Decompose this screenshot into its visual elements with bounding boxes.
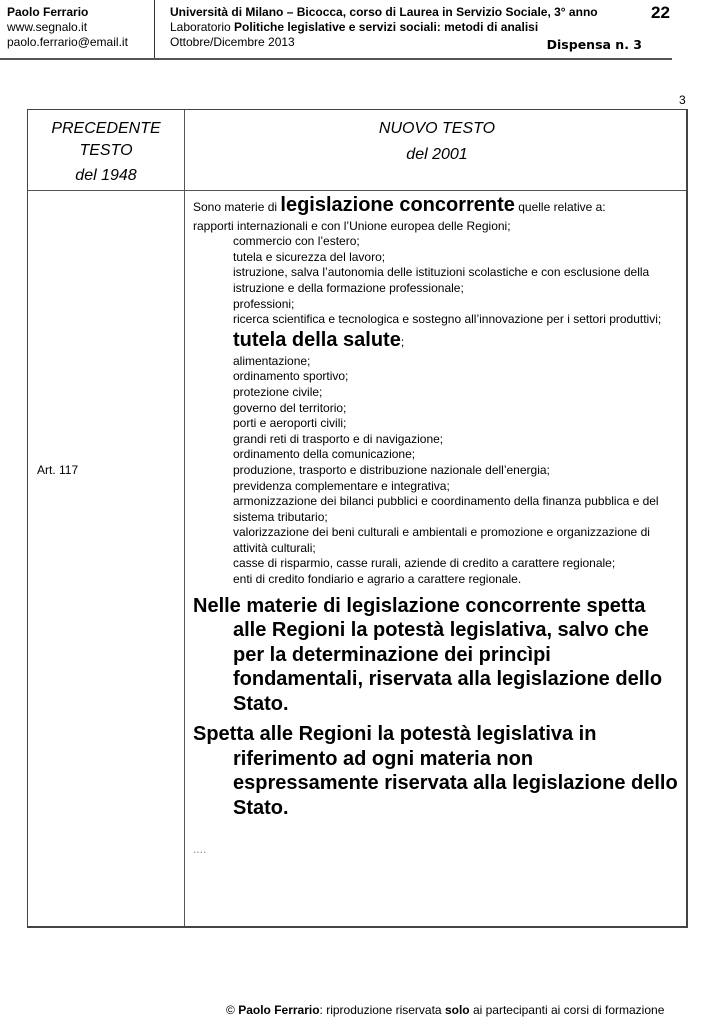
column-divider: [184, 110, 185, 926]
copyright-symbol: ©: [226, 1003, 239, 1017]
list-item-salute: [193, 328, 683, 354]
author-email[interactable]: paolo.ferrario@email.it: [7, 35, 128, 49]
intro-line: [193, 194, 683, 216]
slide-number: 3: [679, 93, 686, 107]
footer-author: Paolo Ferrario: [238, 1003, 320, 1017]
lab-line: [170, 20, 650, 35]
list-item: previdenza complementare e integrativa;: [233, 478, 450, 493]
course-line: Università di Milano – Bicocca, corso di Laurea in Servizio Sociale, 3° anno: [170, 5, 598, 19]
salute-suffix: ;: [400, 334, 405, 349]
comparison-table: [27, 109, 688, 928]
period: Ottobre/Dicembre 2013: [170, 35, 295, 49]
salute-text: tutela della salute: [233, 328, 401, 351]
header-previous-line2: TESTO: [79, 142, 133, 159]
list-item: porti e aeroporti civili;: [233, 416, 347, 431]
list-item: ordinamento sportivo;: [233, 369, 349, 384]
list-item: casse di risparmio, casse rurali, aziende di credito a carattere regionale;: [233, 556, 616, 571]
list-item: rapporti internazionali e con l’Unione europea delle Regioni;: [193, 218, 511, 233]
footer-copyright: [226, 1003, 664, 1017]
author-name: Paolo Ferrario: [7, 5, 89, 19]
list-item: ordinamento della comunicazione;: [233, 447, 416, 462]
list-item: enti di credito fondiario e agrario a carattere regionale.: [233, 572, 522, 587]
header-new-year: del 2001: [406, 146, 468, 163]
header-new-line1: NUOVO TESTO: [378, 120, 496, 137]
author-block: [7, 5, 128, 50]
list-item: professioni;: [233, 296, 295, 311]
header-row-divider: [28, 190, 686, 191]
header-new-text: [185, 118, 689, 166]
list-item: governo del territorio;: [233, 400, 347, 415]
list-item: alimentazione;: [233, 353, 311, 368]
list-item: produzione, trasporto e distribuzione nazionale dell’energia;: [233, 462, 550, 477]
list-item: commercio con l’estero;: [233, 234, 360, 249]
page-number: 22: [651, 3, 670, 22]
intro-suffix: quelle relative a:: [514, 200, 606, 214]
header-previous-text: [28, 118, 184, 187]
list-item: armonizzazione dei bilanci pubblici e coordinamento della finanza pubblica e del sistema tributario;: [233, 494, 659, 524]
ellipsis: ....: [193, 842, 207, 857]
footer-text-2: ai partecipanti ai corsi di formazione: [469, 1003, 665, 1017]
header-previous-line1: PRECEDENTE: [51, 120, 161, 137]
header-previous-year: del 1948: [75, 167, 137, 184]
intro-emphasis: legislazione concorrente: [280, 194, 515, 216]
author-website[interactable]: www.segnalo.it: [7, 20, 88, 34]
intro-prefix: Sono materie di: [193, 200, 281, 214]
list-item: valorizzazione dei beni culturali e ambientali e promozione e organizzazione di attività culturali;: [233, 525, 650, 555]
paragraph-concurrent-legislation: Nelle materie di legislazione concorrente spetta alle Regioni la potestà legislativa, salvo che per la determinazione dei princìpi fondamentali, riservata alla legislazione dello Stato.: [193, 594, 663, 715]
list-item: ricerca scientifica e tecnologica e sostegno all’innovazione per i settori produttivi;: [233, 312, 662, 327]
page-header: [0, 0, 672, 60]
footer-text-1: : riproduzione riservata: [319, 1003, 445, 1017]
lab-prefix: Laboratorio: [170, 20, 235, 34]
list-item: grandi reti di trasporto e di navigazione;: [233, 431, 444, 446]
list-item: tutela e sicurezza del lavoro;: [233, 249, 386, 264]
footer-bold-word: solo: [444, 1003, 470, 1017]
lab-title: Politiche legislative e servizi sociali: metodi di analisi: [234, 20, 539, 34]
article-label: Art. 117: [37, 463, 79, 477]
list-item: protezione civile;: [233, 384, 323, 399]
dispensa-label: Dispensa n. 3: [546, 37, 642, 52]
new-text-content: [193, 194, 683, 858]
header-divider: [154, 0, 155, 58]
list-item: istruzione, salva l’autonomia delle istituzioni scolastiche e con esclusione della istruzione e della formazione professionale;: [233, 265, 650, 295]
paragraph-residual-legislation: Spetta alle Regioni la potestà legislativa in riferimento ad ogni materia non espressamente riservata alla legislazione dello Stato.: [193, 723, 678, 819]
